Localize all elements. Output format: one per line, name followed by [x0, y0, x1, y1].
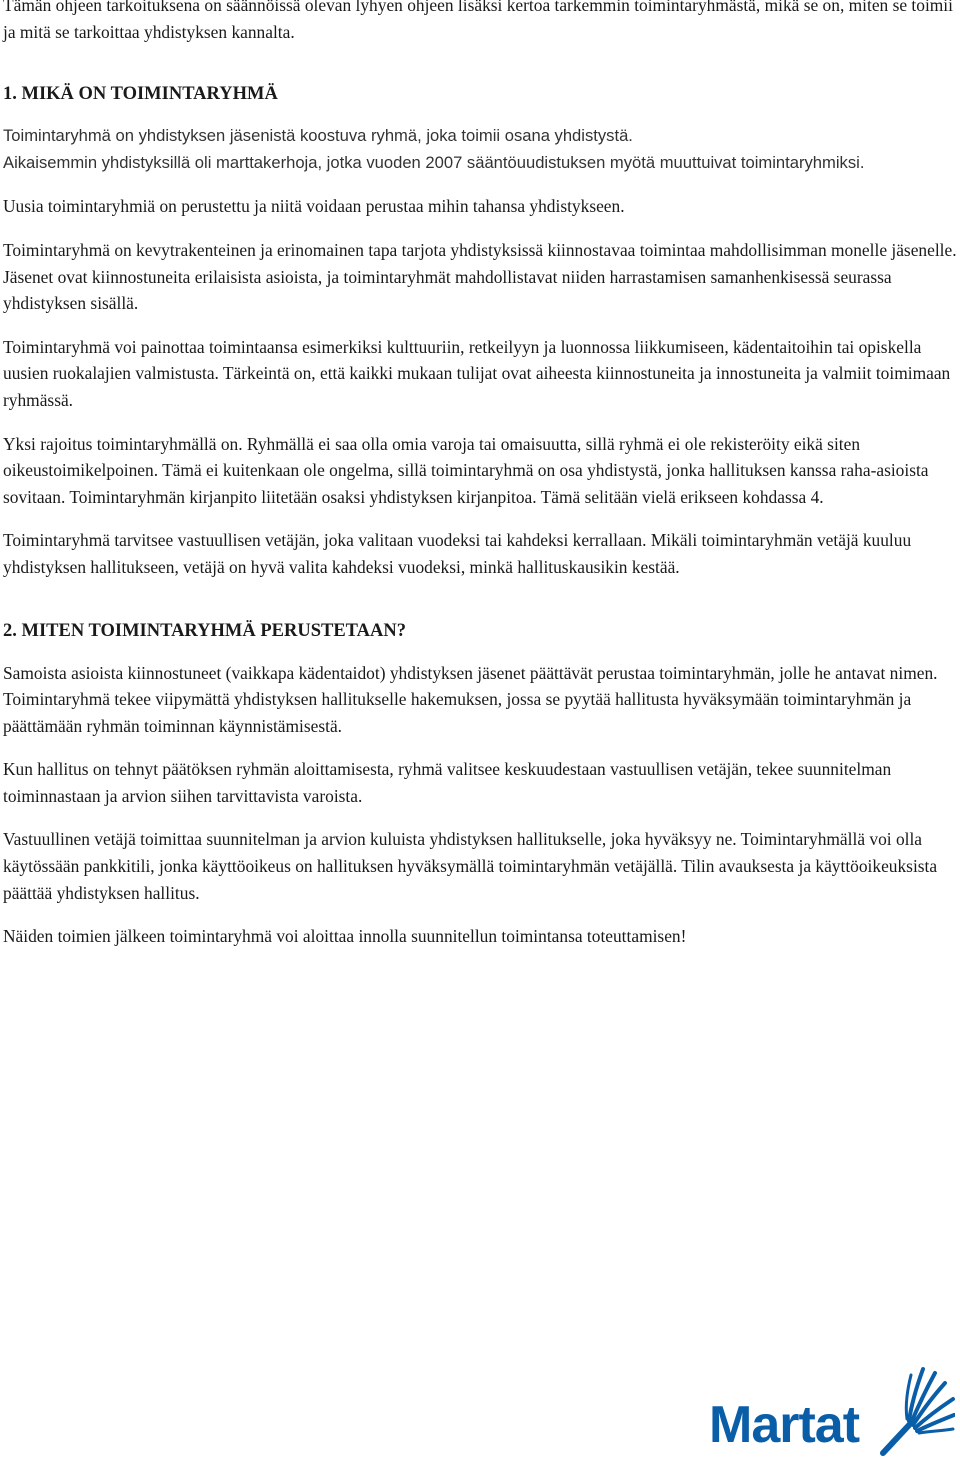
document-page: [3, 0, 957, 950]
section-1-paragraph-2: Aikaisemmin yhdistyksillä oli marttakerhoja, jotka vuoden 2007 sääntöuudistuksen myötä muuttuivat toimintaryhmiksi.: [3, 152, 865, 172]
intro-paragraph: Tämän ohjeen tarkoituksena on säännöissä olevan lyhyen ohjeen lisäksi kertoa tarkemmin toimintaryhmästä, mikä se on, miten se toimii ja mitä se tarkoittaa yhdistyksen kannalta.: [3, 0, 953, 42]
section-1-heading: 1. MIKÄ ON TOIMINTARYHMÄ: [3, 84, 278, 105]
section-1-paragraph-4: Toimintaryhmä on kevytrakenteinen ja erinomainen tapa tarjota yhdistyksissä kiinnostavaa toimintaa mahdollisimman monelle jäsenelle. Jäsenet ovat kiinnostuneita erilaisista asioista, ja toimintaryhmät mahdollistavat niiden harrastamisen samanhenkisessä seurassa yhdistyksen sisällä.: [3, 239, 957, 314]
section-2-heading: 2. MITEN TOIMINTARYHMÄ PERUSTETAAN?: [3, 620, 406, 641]
broom-icon: [877, 1365, 955, 1457]
martat-logo: [709, 1365, 955, 1457]
section-2-paragraph-3: Vastuullinen vetäjä toimittaa suunnitelman ja arvion kuluista yhdistyksen hallitukselle, joka hyväksyy ne. Toimintaryhmällä voi olla käytössään pankkitili, jonka käyttöoikeus on hallituksen hyväksymällä toimintaryhmän vetäjällä. Tilin avauksesta ja käyttöoikeuksista päättää yhdistyksen hallitus.: [3, 829, 938, 903]
section-1-paragraph-3: Uusia toimintaryhmiä on perustettu ja niitä voidaan perustaa mihin tahansa yhdistykseen.: [3, 196, 625, 217]
section-1-paragraph-7: Toimintaryhmä tarvitsee vastuullisen vetäjän, joka valitaan vuodeksi tai kahdeksi kerrallaan. Mikäli toimintaryhmän vetäjä kuuluu yhdistyksen hallitukseen, vetäjä on hyvä valita kahdeksi vuodeksi, minkä hallituskausikin kestää.: [3, 530, 912, 577]
section-2-paragraph-4: Näiden toimien jälkeen toimintaryhmä voi aloittaa innolla suunnitellun toimintansa toteuttamisen!: [3, 926, 687, 947]
logo-wordmark: Martat: [709, 1396, 860, 1454]
section-1-paragraph-6: Yksi rajoitus toimintaryhmällä on. Ryhmällä ei saa olla omia varoja tai omaisuutta, sillä ryhmä ei ole rekisteröity eikä siten oikeustoimikelpoinen. Tämä ei kuitenkaan ole ongelma, sillä toimintaryhmä on osa yhdistystä, jonka hallituksen kanssa raha-asioista sovitaan. Toimintaryhmän kirjanpito liitetään osaksi yhdistyksen kirjanpitoa. Tämä selitään vielä erikseen kohdassa 4.: [3, 433, 929, 507]
section-2-paragraph-1: Samoista asioista kiinnostuneet (vaikkapa kädentaidot) yhdistyksen jäsenet päättävät perustaa toimintaryhmän, jolle he antavat nimen. Toimintaryhmä tekee viipymättä yhdistyksen hallitukselle hakemuksen, jossa se pyytää hallitusta hyväksymään toimintaryhmän ja päättämään ryhmän toiminnan käynnistämisestä.: [3, 662, 938, 736]
section-2-paragraph-2: Kun hallitus on tehnyt päätöksen ryhmän aloittamisesta, ryhmä valitsee keskuudestaan vastuullisen vetäjän, tekee suunnitelman toiminnastaan ja arvion siihen tarvittavista varoista.: [3, 759, 892, 806]
section-1-paragraph-1: Toimintaryhmä on yhdistyksen jäsenistä koostuva ryhmä, joka toimii osana yhdistystä.: [3, 126, 633, 146]
section-1-paragraph-5: Toimintaryhmä voi painottaa toimintaansa esimerkiksi kulttuuriin, retkeilyyn ja luonnossa liikkumiseen, kädentaitoihin tai opiskella uusien ruokalajien valmistusta. Tärkeintä on, että kaikki mukaan tulijat ovat aiheesta kiinnostuneita ja innostuneita ja valmiit toimimaan ryhmässä.: [3, 336, 951, 410]
